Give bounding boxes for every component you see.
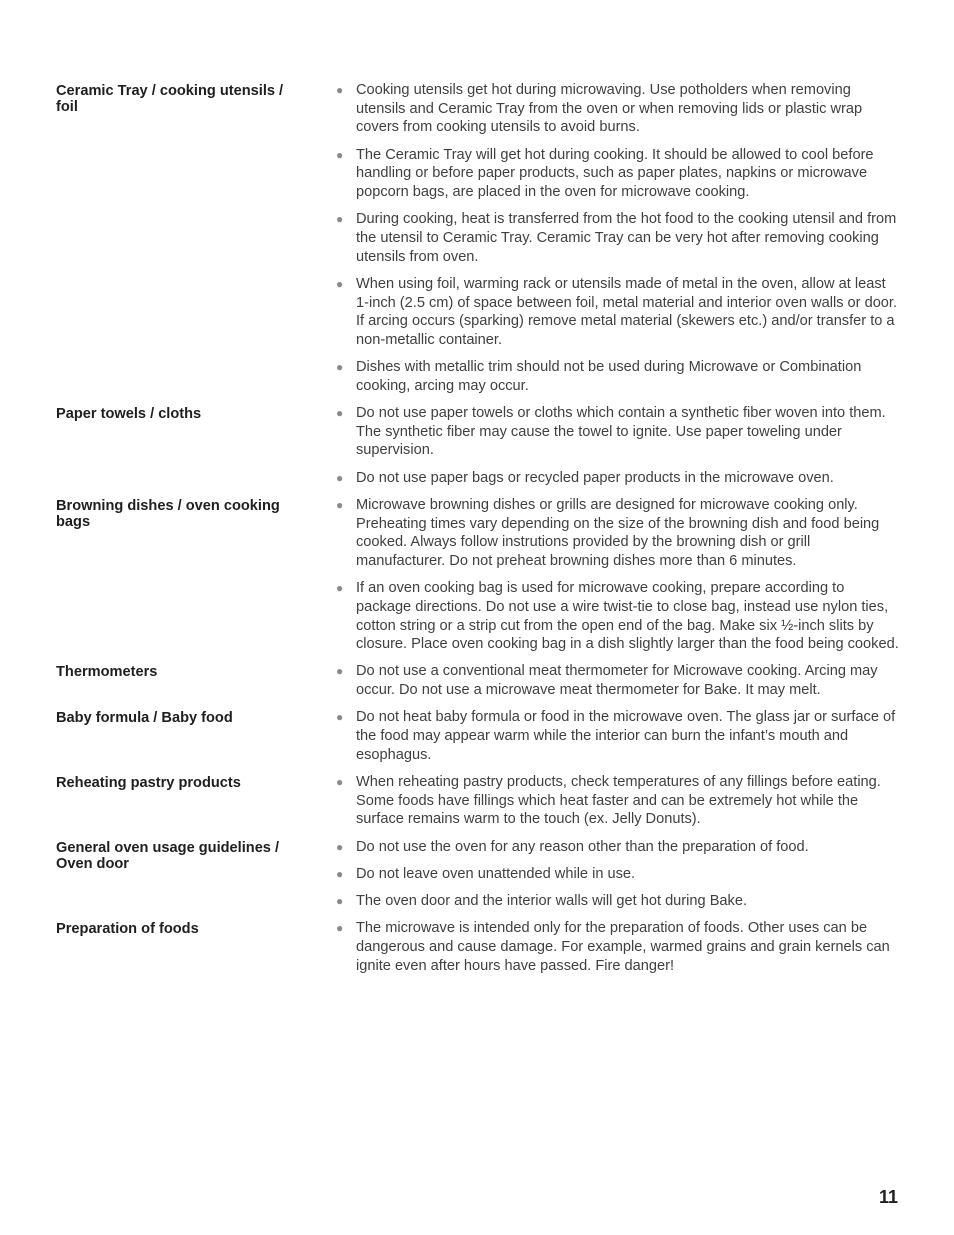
bullet-icon: ● bbox=[336, 710, 344, 725]
guideline-text: Do not use the oven for any reason other than the preparation of food. bbox=[356, 838, 809, 855]
guideline-text: Cooking utensils get hot during microwaving. Use potholders when removing utensils and Ceramic Tray from the oven or when removing lids or plastic wrap covers from cooking utensils to avoid burns. bbox=[356, 82, 863, 136]
guideline-text: When using foil, warming rack or utensils made of metal in the oven, allow at least 1-inch (2.5 cm) of space between foil, metal material and interior oven walls or door. If arcing occurs (sparking) remove metal material (skewers etc.) and/or transfer to a non-metallic container. bbox=[356, 275, 898, 348]
guideline-item bbox=[318, 358, 900, 395]
section-label: Preparation of foods bbox=[56, 921, 199, 938]
guideline-section bbox=[56, 662, 900, 708]
guideline-text: The Ceramic Tray will get hot during cooking. It should be allowed to cool before handling or before paper products, such as paper plates, napkins or microwave popcorn bags, are placed in the oven for microwave cooking. bbox=[356, 146, 874, 201]
bullet-icon: ● bbox=[336, 83, 344, 97]
guideline-text: Do not heat baby formula or food in the microwave oven. The glass jar or surface of the food may appear warm while the interior can burn the infant’s mouth and esophagus. bbox=[356, 709, 896, 763]
bullet-icon: ● bbox=[336, 894, 344, 909]
guideline-text: If an oven cooking bag is used for microwave cooking, prepare according to package directions. Do not use a wire twist-tie to close bag, instead use nylon ties, cotton string or a strip cut from the open end of the bag. Make six ½-inch slits by closure. Place oven cooking bag in a dish slightly larger than the food being cooked. bbox=[356, 580, 899, 653]
guideline-section bbox=[56, 708, 900, 773]
section-label: Browning dishes / oven cooking bags bbox=[56, 497, 280, 530]
guideline-item bbox=[318, 865, 900, 884]
section-label: Reheating pastry products bbox=[56, 775, 241, 791]
guideline-text: When reheating pastry products, check temperatures of any fillings before eating. Some foods have fillings which heat faster and can be extremely hot while the surface remains warm to the touch (ex. Jelly Donuts). bbox=[356, 774, 881, 828]
section-label: Baby formula / Baby food bbox=[56, 710, 233, 727]
bullet-icon: ● bbox=[336, 581, 344, 596]
guideline-section bbox=[56, 919, 900, 984]
bullet-icon: ● bbox=[336, 497, 344, 512]
guideline-item bbox=[318, 838, 900, 857]
bullet-icon: ● bbox=[336, 147, 344, 162]
bullet-icon: ● bbox=[336, 664, 344, 679]
guideline-list bbox=[318, 838, 900, 920]
bullet-icon: ● bbox=[336, 470, 344, 485]
guideline-section bbox=[56, 81, 900, 404]
guideline-section bbox=[56, 773, 900, 838]
guideline-item bbox=[318, 210, 900, 266]
guideline-item bbox=[318, 81, 900, 137]
safety-guidelines-document bbox=[56, 81, 900, 984]
bullet-icon: ● bbox=[336, 212, 344, 227]
section-label: General oven usage guidelines / Oven door bbox=[56, 839, 280, 872]
guideline-item bbox=[318, 275, 900, 350]
guideline-text: Do not leave oven unattended while in use. bbox=[356, 865, 636, 882]
guideline-section bbox=[56, 838, 900, 920]
bullet-icon: ● bbox=[336, 866, 344, 881]
guideline-item bbox=[318, 579, 900, 654]
guideline-text: During cooking, heat is transferred from the hot food to the cooking utensil and from the utensil to Ceramic Tray. Ceramic Tray can be very hot after removing cooking utensils from oven. bbox=[356, 211, 897, 265]
guideline-item bbox=[318, 919, 900, 975]
guideline-item bbox=[318, 773, 900, 829]
guideline-list bbox=[318, 81, 900, 404]
bullet-icon: ● bbox=[336, 839, 344, 854]
bullet-icon: ● bbox=[336, 406, 344, 421]
guideline-list bbox=[318, 662, 900, 708]
guideline-text: Microwave browning dishes or grills are designed for microwave cooking only. Preheating times vary depending on the size of the browning dish and food being cooked. Always follow instrutions provided by the browning dish or grill manufacturer. Do not preheat browning dishes more than 6 minutes. bbox=[356, 496, 880, 569]
bullet-icon: ● bbox=[336, 360, 344, 375]
guideline-list bbox=[318, 708, 900, 773]
guideline-text: The oven door and the interior walls will get hot during Bake. bbox=[356, 893, 748, 910]
guideline-item bbox=[318, 404, 900, 460]
guideline-list bbox=[318, 496, 900, 663]
guideline-list bbox=[318, 404, 900, 496]
section-label: Paper towels / cloths bbox=[56, 406, 202, 423]
guideline-text: Do not use paper towels or cloths which contain a synthetic fiber woven into them. The synthetic fiber may cause the towel to ignite. Use paper toweling under supervision. bbox=[356, 405, 886, 459]
guideline-item bbox=[318, 496, 900, 571]
guideline-text: Do not use paper bags or recycled paper products in the microwave oven. bbox=[356, 469, 834, 486]
section-label: Thermometers bbox=[56, 664, 158, 681]
guideline-section bbox=[56, 496, 900, 663]
guideline-item bbox=[318, 708, 900, 764]
page-number: 11 bbox=[878, 1187, 898, 1207]
guideline-item bbox=[318, 662, 900, 699]
guideline-list bbox=[318, 919, 900, 984]
guideline-list bbox=[318, 773, 900, 838]
guideline-item bbox=[318, 469, 900, 488]
section-label: Ceramic Tray / cooking utensils / foil bbox=[56, 83, 284, 115]
guideline-text: Do not use a conventional meat thermometer for Microwave cooking. Arcing may occur. Do not use a microwave meat thermometer for Bake. It may melt. bbox=[356, 663, 878, 699]
guideline-text: The microwave is intended only for the preparation of foods. Other uses can be dangerous and cause damage. For example, warmed grains and grain kernels can ignite even after hours have passed. Fire danger! bbox=[356, 920, 890, 974]
guideline-item bbox=[318, 146, 900, 202]
bullet-icon: ● bbox=[336, 921, 344, 936]
guideline-section bbox=[56, 404, 900, 496]
guideline-text: Dishes with metallic trim should not be used during Microwave or Combination cooking, arcing may occur. bbox=[356, 359, 862, 394]
bullet-icon: ● bbox=[336, 775, 344, 789]
bullet-icon: ● bbox=[336, 276, 344, 291]
guideline-item bbox=[318, 892, 900, 911]
